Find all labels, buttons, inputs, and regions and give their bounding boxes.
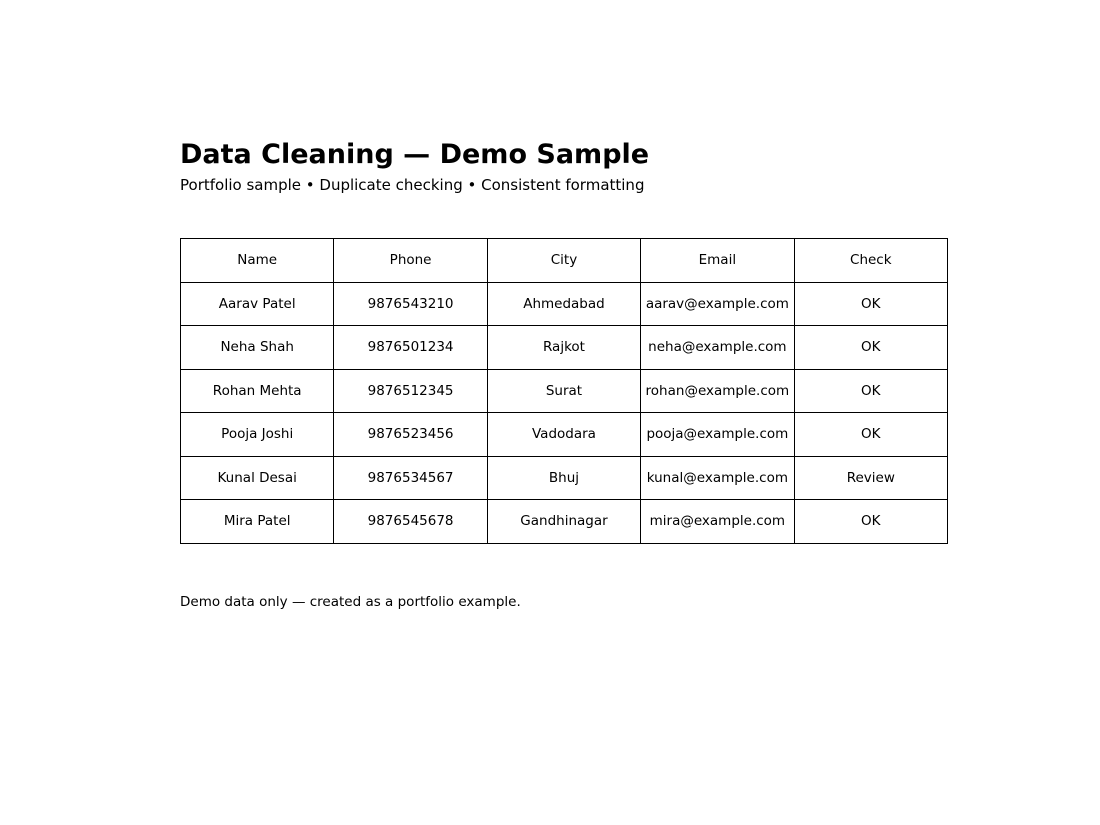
cell-email: aarav@example.com xyxy=(641,282,794,326)
page-subtitle: Portfolio sample • Duplicate checking • Consistent formatting xyxy=(180,176,645,194)
table-row xyxy=(181,413,948,457)
cell-check: OK xyxy=(794,369,947,413)
cell-name: Rohan Mehta xyxy=(181,369,334,413)
cell-name: Mira Patel xyxy=(181,500,334,544)
data-table xyxy=(180,238,948,544)
cell-phone: 9876534567 xyxy=(334,456,487,500)
cell-email: kunal@example.com xyxy=(641,456,794,500)
cell-phone: 9876545678 xyxy=(334,500,487,544)
cell-phone: 9876543210 xyxy=(334,282,487,326)
cell-name: Aarav Patel xyxy=(181,282,334,326)
cell-email: rohan@example.com xyxy=(641,369,794,413)
cell-email: neha@example.com xyxy=(641,326,794,370)
table-header-row xyxy=(181,239,948,283)
column-header-check: Check xyxy=(794,239,947,283)
cell-check: OK xyxy=(794,413,947,457)
cell-name: Pooja Joshi xyxy=(181,413,334,457)
cell-city: Bhuj xyxy=(487,456,640,500)
cell-check: OK xyxy=(794,500,947,544)
cell-name: Kunal Desai xyxy=(181,456,334,500)
cell-city: Vadodara xyxy=(487,413,640,457)
cell-phone: 9876523456 xyxy=(334,413,487,457)
cell-email: mira@example.com xyxy=(641,500,794,544)
table-header xyxy=(181,239,948,283)
cell-email: pooja@example.com xyxy=(641,413,794,457)
table-body xyxy=(181,282,948,543)
cell-check: OK xyxy=(794,326,947,370)
column-header-city: City xyxy=(487,239,640,283)
cell-city: Rajkot xyxy=(487,326,640,370)
cell-phone: 9876501234 xyxy=(334,326,487,370)
column-header-email: Email xyxy=(641,239,794,283)
column-header-phone: Phone xyxy=(334,239,487,283)
table-row xyxy=(181,500,948,544)
cell-name: Neha Shah xyxy=(181,326,334,370)
cell-city: Ahmedabad xyxy=(487,282,640,326)
column-header-name: Name xyxy=(181,239,334,283)
cell-check: OK xyxy=(794,282,947,326)
footer-note: Demo data only — created as a portfolio example. xyxy=(180,594,521,610)
table-row xyxy=(181,326,948,370)
page-title: Data Cleaning — Demo Sample xyxy=(180,139,650,170)
cell-phone: 9876512345 xyxy=(334,369,487,413)
table-row xyxy=(181,456,948,500)
cell-check: Review xyxy=(794,456,947,500)
table-row xyxy=(181,369,948,413)
cell-city: Surat xyxy=(487,369,640,413)
table-row xyxy=(181,282,948,326)
cell-city: Gandhinagar xyxy=(487,500,640,544)
